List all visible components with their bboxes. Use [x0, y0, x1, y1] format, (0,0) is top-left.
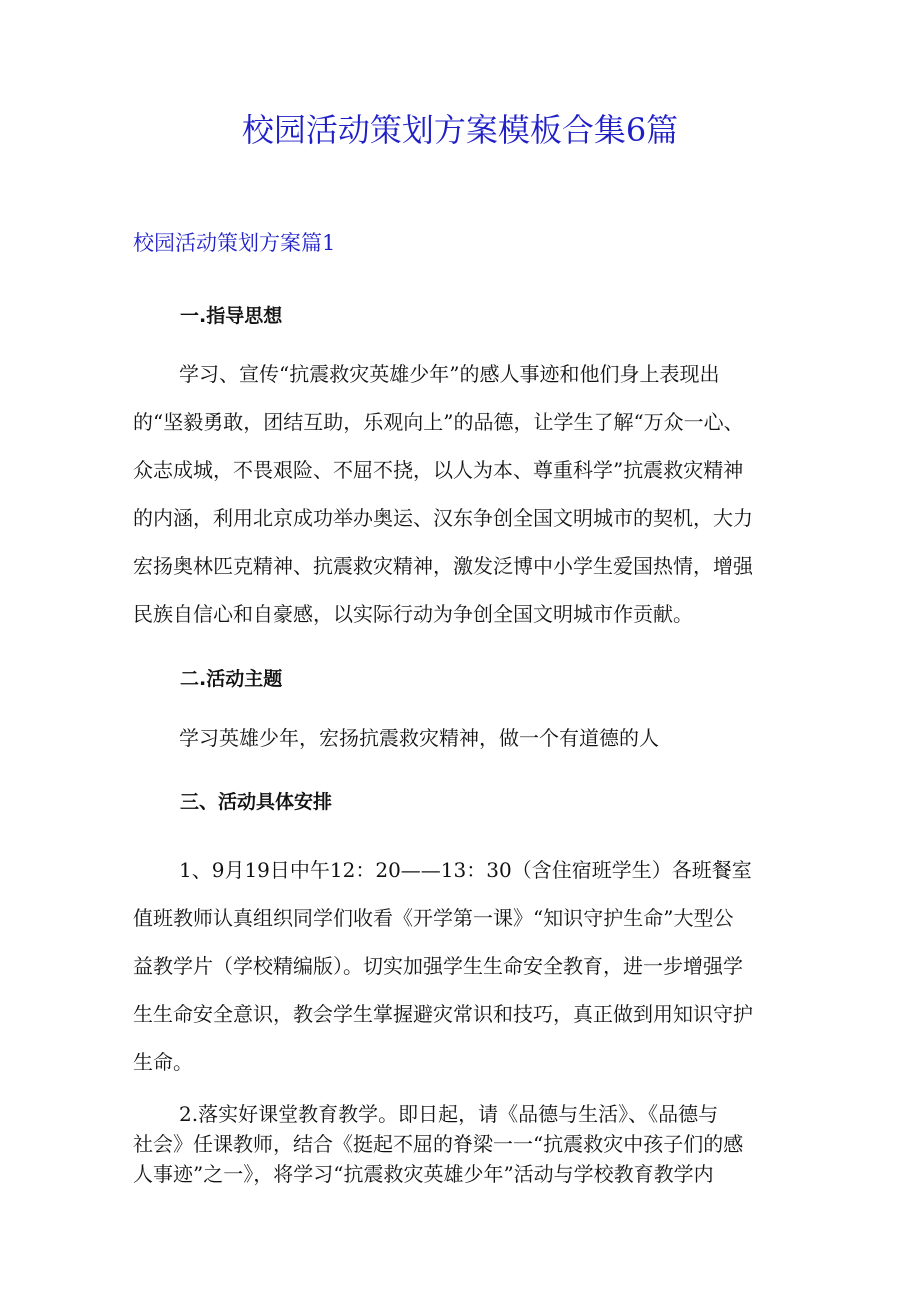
paragraph-line: 民族自信心和自豪感，以实际行动为争创全国文明城市作贡献。	[133, 602, 693, 626]
heading-activity-theme: 二.活动主题	[180, 668, 283, 690]
paragraph-guiding-ideology	[133, 350, 797, 638]
paragraph-line: 1、9月19日中午12：20——13：30（含住宿班学生）各班餐室	[179, 858, 752, 882]
paragraph-line: 生生命安全意识，教会学生掌握避灾常识和技巧，真正做到用知识守护	[133, 1002, 753, 1026]
paragraph-line: 生命。	[133, 1050, 193, 1074]
document-title: 校园活动策划方案模板合集6篇	[241, 111, 679, 149]
heading-guiding-ideology: 一.指导思想	[180, 305, 283, 327]
paragraph-line: 的“坚毅勇敢，团结互助，乐观向上”的品德，让学生了解“万众一心、	[133, 410, 744, 434]
paragraph-line: 社会》任课教师，结合《挺起不屈的脊梁一一“抗震救灾中孩子们的感	[133, 1132, 744, 1156]
paragraph-schedule-item-2	[133, 1099, 797, 1189]
paragraph-line: 益教学片（学校精编版）。切实加强学生生命安全教育，进一步增强学	[133, 954, 743, 978]
paragraph-line: 宏扬奥林匹克精神、抗震救灾精神，激发泛博中小学生爱国热情，增强	[133, 554, 753, 578]
paragraph-schedule-item-1	[133, 846, 797, 1086]
paragraph-activity-theme	[133, 714, 797, 762]
paragraph-line: 人事迹”之一》，将学习“抗震救灾英雄少年”活动与学校教育教学内	[133, 1162, 714, 1186]
paragraph-line: 众志成城，不畏艰险、不屈不挠，以人为本、尊重科学”抗震救灾精神	[133, 458, 744, 482]
paragraph-line: 2.落实好课堂教育教学。即日起，请《品德与生活》、《品德与	[179, 1102, 719, 1126]
paragraph-line: 的内涵，利用北京成功举办奥运、汉东争创全国文明城市的契机，大力	[133, 506, 753, 530]
section-title: 校园活动策划方案篇1	[133, 231, 336, 255]
paragraph-line: 学习、宣传“抗震救灾英雄少年”的感人事迹和他们身上表现出	[179, 362, 720, 386]
paragraph-line: 值班教师认真组织同学们收看《开学第一课》“知识守护生命”大型公	[133, 906, 734, 930]
paragraph-line: 学习英雄少年，宏扬抗震救灾精神，做一个有道德的人	[179, 726, 659, 750]
heading-activity-schedule: 三、活动具体安排	[180, 791, 333, 813]
